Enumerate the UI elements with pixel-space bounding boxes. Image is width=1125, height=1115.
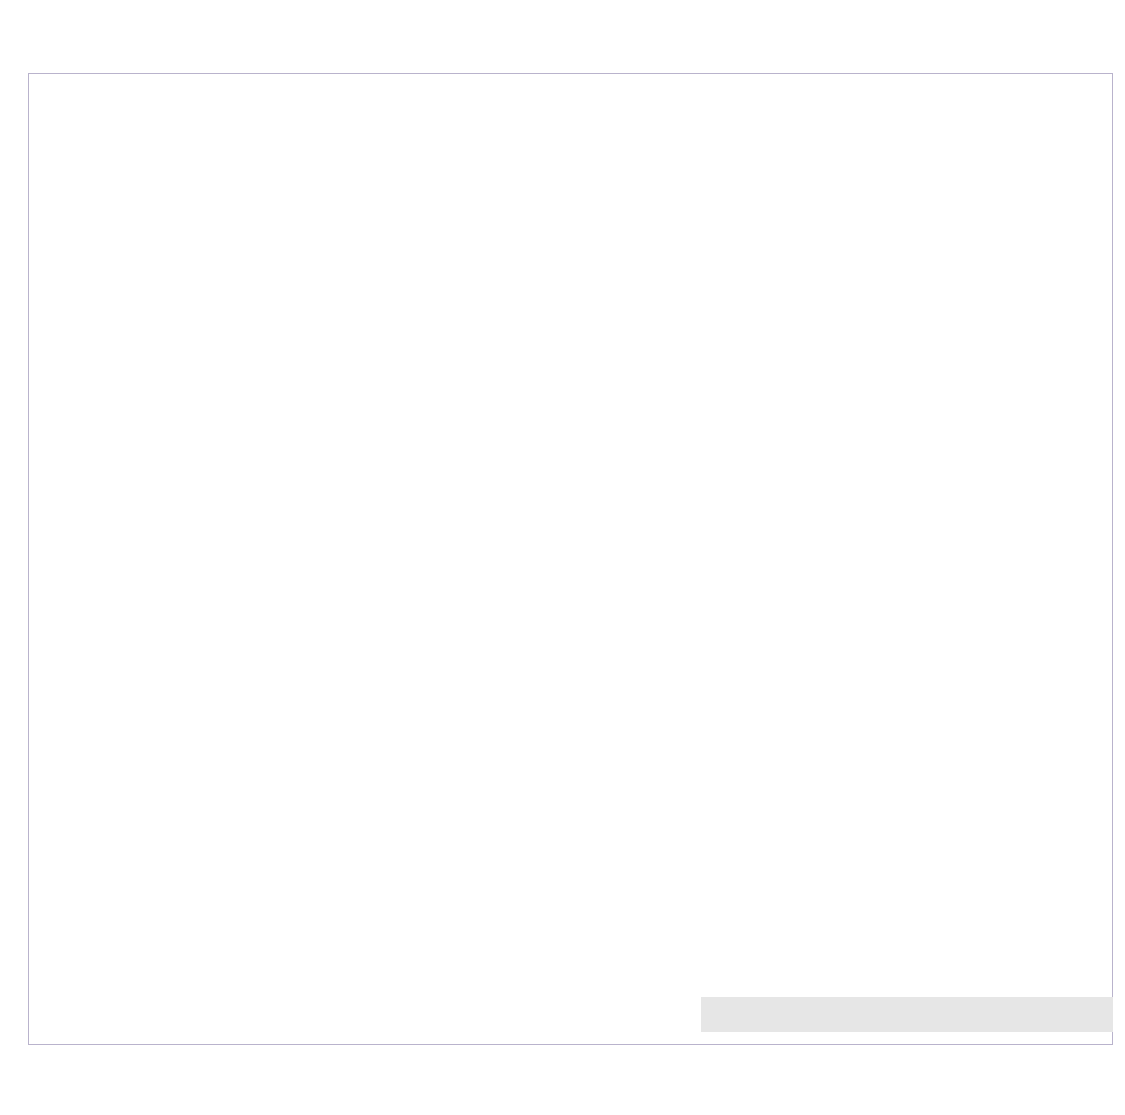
catalog-frame [28, 73, 1113, 1045]
difficulty-legend [701, 997, 1113, 1032]
